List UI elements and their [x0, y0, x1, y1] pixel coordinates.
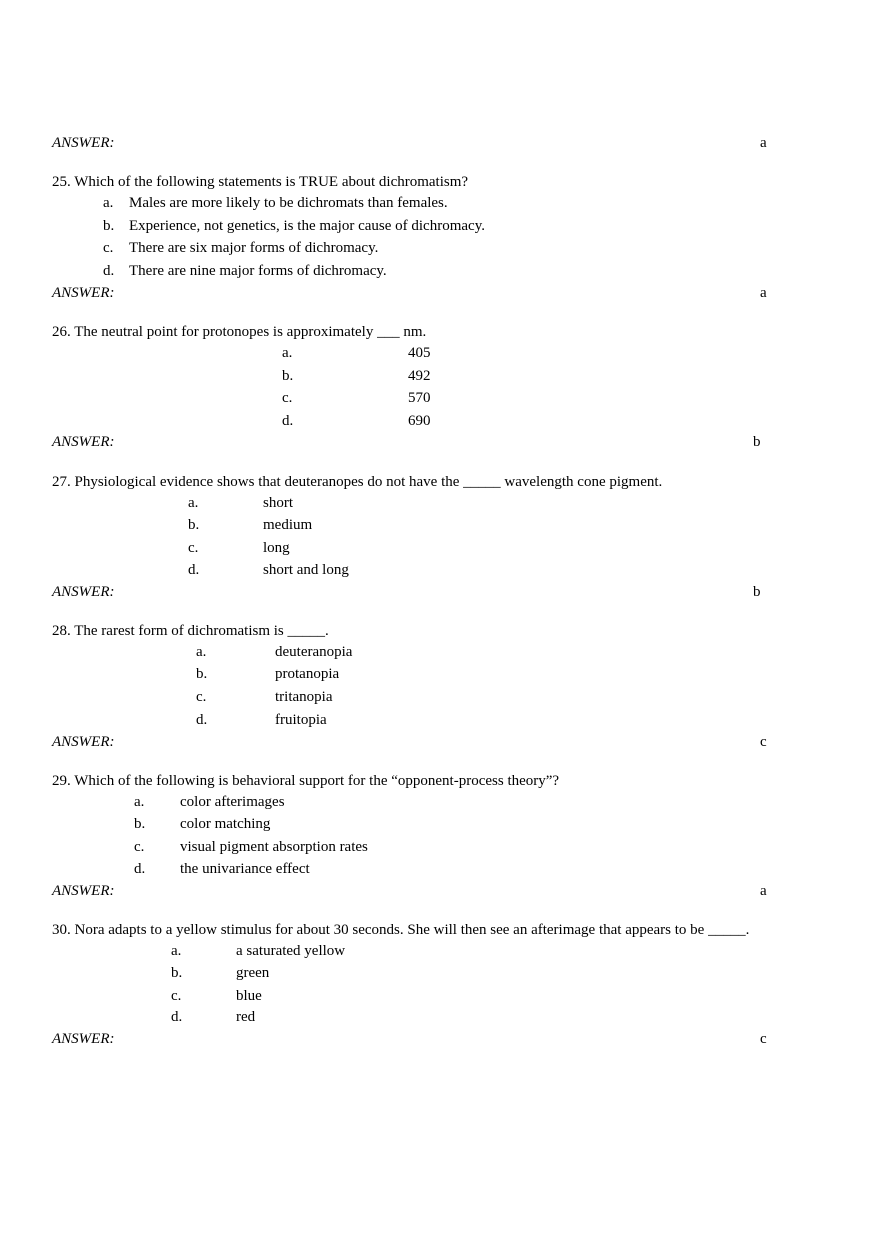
q27-option-d-text: short and long	[263, 562, 349, 578]
q27-option-c-letter: c.	[188, 540, 199, 556]
q29-answer: a	[760, 883, 767, 899]
q27-option-b-text: medium	[263, 517, 313, 533]
q25-option-a-letter: a.	[103, 195, 114, 211]
q26-option-b-letter: b.	[282, 368, 294, 384]
question-28-stem: 28. The rarest form of dichromatism is _____.	[52, 623, 329, 639]
answer-label: ANSWER:	[52, 883, 115, 899]
q30-option-a-text: a saturated yellow	[236, 943, 346, 959]
question-25-stem: 25. Which of the following statements is TRUE about dichromatism?	[52, 174, 469, 190]
q28-option-d-text: fruitopia	[275, 712, 327, 728]
answer-label: ANSWER:	[52, 285, 115, 301]
q25-option-b-letter: b.	[103, 218, 115, 234]
q28-answer: c	[760, 734, 767, 750]
q26-option-a-letter: a.	[282, 345, 293, 361]
q25-answer: a	[760, 285, 767, 301]
question-29-stem: 29. Which of the following is behavioral support for the “opponent-process theory”?	[52, 773, 560, 789]
q30-option-b-text: green	[236, 965, 270, 981]
q29-option-c-letter: c.	[134, 839, 145, 855]
q25-option-c-letter: c.	[103, 240, 114, 256]
q25-option-b-text: Experience, not genetics, is the major cause of dichromacy.	[129, 218, 485, 234]
q29-option-b-letter: b.	[134, 816, 146, 832]
q29-option-a-text: color afterimages	[180, 794, 285, 810]
q29-option-d-text: the univariance effect	[180, 861, 310, 877]
q25-option-d-text: There are nine major forms of dichromacy.	[129, 263, 387, 279]
q28-option-b-letter: b.	[196, 666, 208, 682]
q27-option-d-letter: d.	[188, 562, 200, 578]
q28-option-d-letter: d.	[196, 712, 208, 728]
answer-label: ANSWER:	[52, 734, 115, 750]
q30-answer: c	[760, 1031, 767, 1047]
q28-option-c-text: tritanopia	[275, 689, 333, 705]
q26-option-d-text: 690	[408, 413, 431, 429]
q29-option-c-text: visual pigment absorption rates	[180, 839, 368, 855]
answer-label: ANSWER:	[52, 135, 115, 151]
question-30-stem: 30. Nora adapts to a yellow stimulus for about 30 seconds. She will then see an afterimage that appears to be _____.	[52, 922, 750, 938]
q30-option-c-text: blue	[236, 988, 262, 1004]
q28-option-b-text: protanopia	[275, 666, 340, 682]
q26-answer: b	[753, 434, 761, 450]
q25-option-a-text: Males are more likely to be dichromats than females.	[129, 195, 448, 211]
q30-option-d-letter: d.	[171, 1009, 183, 1025]
answer-value: a	[760, 135, 767, 151]
q29-option-d-letter: d.	[134, 861, 146, 877]
q26-option-d-letter: d.	[282, 413, 294, 429]
q26-option-b-text: 492	[408, 368, 431, 384]
question-27-stem: 27. Physiological evidence shows that deuteranopes do not have the _____ wavelength cone pigment.	[52, 474, 663, 490]
q27-option-c-text: long	[263, 540, 290, 556]
q29-option-b-text: color matching	[180, 816, 271, 832]
q25-option-d-letter: d.	[103, 263, 115, 279]
q28-option-a-letter: a.	[196, 644, 207, 660]
q29-option-a-letter: a.	[134, 794, 145, 810]
q25-option-c-text: There are six major forms of dichromacy.	[129, 240, 379, 256]
q30-option-d-text: red	[236, 1009, 256, 1025]
q30-option-c-letter: c.	[171, 988, 182, 1004]
q26-option-c-text: 570	[408, 390, 431, 406]
q27-option-a-text: short	[263, 495, 293, 511]
q26-option-a-text: 405	[408, 345, 431, 361]
q26-option-c-letter: c.	[282, 390, 293, 406]
q28-option-c-letter: c.	[196, 689, 207, 705]
q27-option-a-letter: a.	[188, 495, 199, 511]
question-26-stem: 26. The neutral point for protonopes is approximately ___ nm.	[52, 324, 427, 340]
q28-option-a-text: deuteranopia	[275, 644, 353, 660]
q27-answer: b	[753, 584, 761, 600]
q27-option-b-letter: b.	[188, 517, 200, 533]
answer-label: ANSWER:	[52, 584, 115, 600]
answer-label: ANSWER:	[52, 434, 115, 450]
q30-option-b-letter: b.	[171, 965, 183, 981]
answer-label: ANSWER:	[52, 1031, 115, 1047]
q30-option-a-letter: a.	[171, 943, 182, 959]
